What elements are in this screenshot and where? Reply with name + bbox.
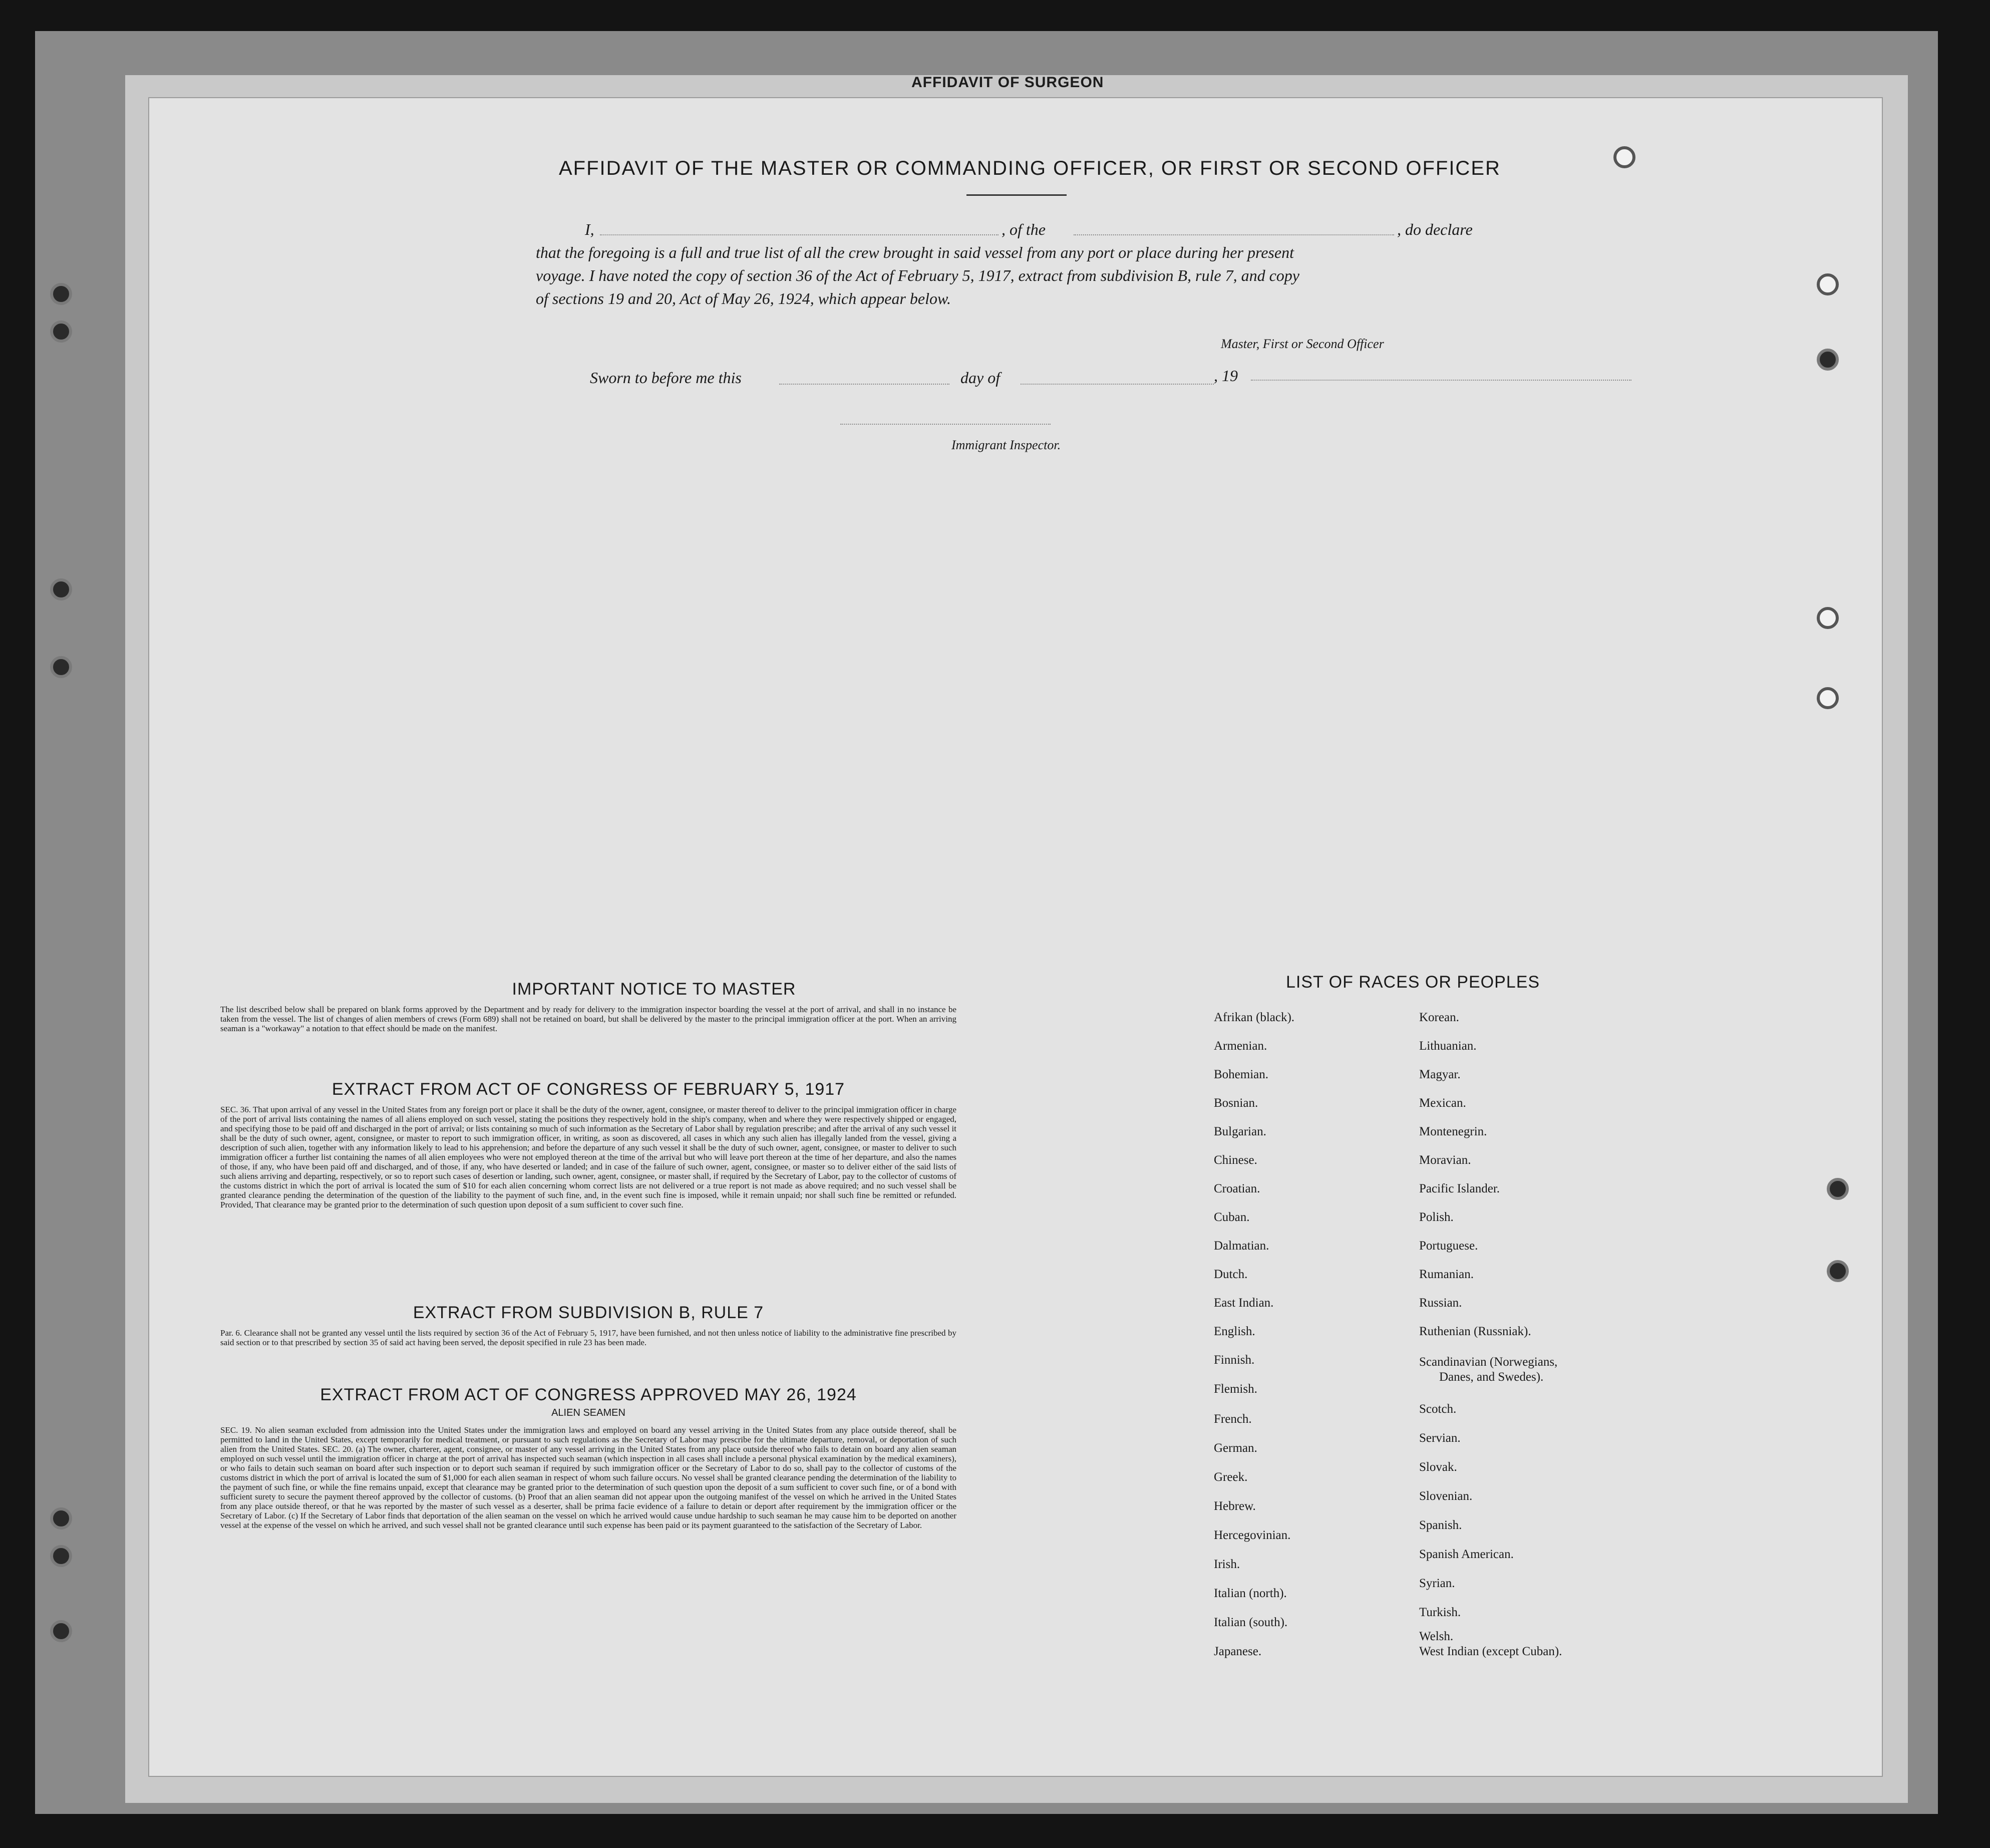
race-item: Polish. (1419, 1210, 1454, 1224)
punch-hole (1817, 273, 1839, 295)
races-title: LIST OF RACES OR PEOPLES (1286, 973, 1540, 992)
extract-1917-text: SEC. 36. That upon arrival of any vessel in the United States from any foreign port or place it shall be the duty of the owner, agent, consignee, or master thereof to deliver to the principal immigration officer in charge of the port of arrival lists containing the names of all aliens employed on such vessel, stating the positions they respectively hold in the ship's company, when and where they were respectively shipped or engaged, and specifying those to be paid off and discharged in the port of arrival; or lists containing so much of such information as the Secretary of Labor shall by regulation prescribe; and after the arrival of any such vessel it shall be the duty of such owner, agent, consignee, or master to report to such immigration officer, in writing, as soon as discovered, all cases in which any such alien has illegally landed from the vessel, giving a description of such alien, together with any information likely to lead to his apprehension; and before the departure of any such vessel it shall be the duty of such owner, agent, consignee, or master to deliver to such immigration officer a further list containing the names of all alien employees who were not employed thereon at the time of the arrival but who will leave port thereon at the time of her departure, and also the names of those, if any, who have been paid off and discharged, and of those, if any, who have deserted or landed; and in case of the failure of such owner, agent, consignee, or master so to deliver either of the said lists of such aliens arriving and departing, respectively, or so to report such cases of desertion or landing, such owner, agent, consignee, or master shall, if required by the Secretary of Labor, pay to the collector of customs of the customs district in which the port of arrival is located the sum of $10 for each alien concerning whom correct lists are not delivered or a true report is not made as above required; and no such vessel shall be granted clearance pending the determination of the question of the liability to the payment of such fine, and, in the event such fine is imposed, while it remain unpaid; nor shall such fine be remitted or refunded. Provided, That clearance may be granted prior to the determination of such question upon deposit of a sum sufficient to cover such fine. (220, 1105, 956, 1209)
race-item: Slovenian. (1419, 1489, 1473, 1503)
signature-label: Master, First or Second Officer (1221, 337, 1384, 351)
notice-text: The list described below shall be prepared on blank forms approved by the Department and by ready for delivery to the immigration inspector boarding the vessel at the port of arrival, and shall in no instance be taken from the vessel. The list of changes of alien members of crews (Form 689) shall not be retained on board, but shall be delivered by the master to the principal immigration officer at the port. When an arriving seaman is a "workaway" a notation to that effect should be made on the manifest. (220, 1005, 956, 1033)
race-item: Russian. (1419, 1296, 1462, 1310)
signature-blank[interactable] (1251, 380, 1631, 381)
binder-hole (50, 656, 72, 678)
race-item: Mexican. (1419, 1096, 1466, 1110)
race-item: Japanese. (1214, 1645, 1262, 1658)
inspector-blank[interactable] (840, 424, 1051, 425)
declaration-line-3: voyage. I have noted the copy of section 36 of the Act of February 5, 1917, extract from subdivision B, rule 7, and copy (536, 266, 1299, 284)
race-item: Bohemian. (1214, 1068, 1269, 1081)
race-item: Flemish. (1214, 1382, 1257, 1396)
race-item: Servian. (1419, 1431, 1461, 1445)
race-item: Korean. (1419, 1011, 1459, 1024)
race-item: West Indian (except Cuban). (1419, 1645, 1562, 1658)
rule7-text: Par. 6. Clearance shall not be granted any vessel until the lists required by section 36 of the Act of February 5, 1917, have been furnished, and not then unless notice of liability to the administrative fine prescribed by said section or to that prescribed by section 35 of said act having been served, the deposit specified in rule 23 has been made. (220, 1328, 956, 1347)
race-item: Hercegovinian. (1214, 1528, 1291, 1542)
race-item: Syrian. (1419, 1577, 1455, 1590)
race-item: Danes, and Swedes). (1439, 1370, 1544, 1384)
year-text: , 19 (1214, 367, 1238, 385)
vessel-blank[interactable] (1074, 234, 1394, 235)
extract-1924-title: EXTRACT FROM ACT OF CONGRESS APPROVED MAY 26, 1924 (320, 1385, 857, 1404)
sworn-text: Sworn to before me this (590, 369, 742, 387)
punch-hole (1613, 146, 1635, 168)
race-item: Ruthenian (Russniak). (1419, 1325, 1531, 1338)
races-right-column (1419, 1011, 1700, 1777)
race-item: Cuban. (1214, 1210, 1250, 1224)
back-sheet-heading: AFFIDAVIT OF SURGEON (911, 74, 1104, 91)
affidavit-title: AFFIDAVIT OF THE MASTER OR COMMANDING OFFICER, OR FIRST OR SECOND OFFICER (559, 157, 1501, 179)
binder-hole (50, 283, 72, 305)
title-underline (966, 194, 1067, 196)
punch-hole (1817, 607, 1839, 629)
inspector-label: Immigrant Inspector. (951, 438, 1061, 452)
race-item: Croatian. (1214, 1182, 1260, 1195)
punch-hole (1817, 349, 1839, 371)
extract-1924-text: SEC. 19. No alien seaman excluded from admission into the United States under the immigration laws and employed on board any vessel arriving in the United States from any place outside thereof, shall be permitted to land in the United States, except temporarily for medical treatment, or pursuant to such regulations as the Secretary of Labor may prescribe for the ultimate departure, removal, or deportation of such alien from the United States. SEC. 20. (a) The owner, charterer, agent, consignee, or master of any vessel arriving in the United States from any place outside thereof who fails to detain on board any alien seaman employed on such vessel until the immigration officer in charge at the port of arrival has inspected such seaman (which inspection in all cases shall include a personal physical examination by the medical examiners), or who fails to detain such seaman on board after such inspection or to deport such seaman if required by such immigration officer or the Secretary of Labor to do so, shall pay to the collector of customs of the customs district in which the port of arrival is located the sum of $1,000 for each alien seaman in respect of whom such failure occurs. No vessel shall be granted clearance pending the determination of the liability to the payment of such fine, or while the fine remains unpaid, except that clearance may be granted prior to the determination of such question upon the deposit of a sum sufficient to cover such fine, or of a bond with sufficient surety to secure the payment thereof approved by the collector of customs. (b) Proof that an alien seaman did not appear upon the outgoing manifest of the vessel on which he arrived in the United States from any place outside thereof, or that he was reported by the master of such vessel as a deserter, shall be prima facie evidence of a failure to detain or deport after requirement by the immigration officer or the Secretary of Labor. (c) If the Secretary of Labor finds that deportation of the alien seaman on the vessel on which he arrived would cause undue hardship to such seaman he may cause him to be deported on another vessel at the expense of the vessel on which he arrived, and such vessel shall not be granted clearance until such expense has been paid or its payment guaranteed to the satisfaction of the Secretary of Labor. (220, 1425, 956, 1530)
race-item: Bosnian. (1214, 1096, 1258, 1110)
race-item: Italian (south). (1214, 1616, 1288, 1629)
punch-hole (1817, 687, 1839, 709)
day-of-text: day of (960, 369, 1001, 387)
binder-hole (50, 321, 72, 343)
races-left-column (1214, 1011, 1424, 1777)
binder-hole (50, 1620, 72, 1642)
race-item: Moravian. (1419, 1153, 1471, 1167)
race-item: Spanish. (1419, 1518, 1462, 1532)
name-blank[interactable] (600, 234, 999, 235)
affidavit-page (149, 98, 1882, 1776)
race-item: Italian (north). (1214, 1587, 1287, 1600)
declaration-i: I, (585, 220, 594, 238)
race-item: Montenegrin. (1419, 1125, 1487, 1138)
declaration-of-the: , of the (1002, 220, 1046, 238)
binder-hole (50, 1545, 72, 1567)
race-item: Welsh. (1419, 1630, 1454, 1643)
declaration-line-2: that the foregoing is a full and true list of all the crew brought in said vessel from any port or place during her present (536, 243, 1294, 261)
race-item: Scandinavian (Norwegians, (1419, 1355, 1558, 1369)
race-item: Dalmatian. (1214, 1239, 1269, 1253)
binder-hole (50, 1507, 72, 1529)
race-item: Pacific Islander. (1419, 1182, 1500, 1195)
race-item: Armenian. (1214, 1039, 1267, 1053)
race-item: Hebrew. (1214, 1499, 1256, 1513)
race-item: Rumanian. (1419, 1268, 1474, 1281)
day-blank[interactable] (779, 384, 949, 385)
race-item: Dutch. (1214, 1268, 1248, 1281)
race-item: Turkish. (1419, 1606, 1461, 1619)
race-item: Scotch. (1419, 1402, 1457, 1416)
declaration-declare: , do declare (1397, 220, 1473, 238)
race-item: German. (1214, 1441, 1257, 1455)
notice-title: IMPORTANT NOTICE TO MASTER (512, 980, 796, 999)
race-item: Greek. (1214, 1470, 1248, 1484)
race-item: Chinese. (1214, 1153, 1257, 1167)
extract-1924-subtitle: ALIEN SEAMEN (551, 1407, 625, 1418)
race-item: Slovak. (1419, 1460, 1457, 1474)
race-item: East Indian. (1214, 1296, 1274, 1310)
race-item: Spanish American. (1419, 1548, 1514, 1561)
race-item: Afrikan (black). (1214, 1011, 1295, 1024)
race-item: Lithuanian. (1419, 1039, 1477, 1053)
race-item: Bulgarian. (1214, 1125, 1266, 1138)
punch-hole (1827, 1260, 1849, 1282)
race-item: Portuguese. (1419, 1239, 1478, 1253)
race-item: Magyar. (1419, 1068, 1461, 1081)
rule7-title: EXTRACT FROM SUBDIVISION B, RULE 7 (413, 1303, 764, 1322)
race-item: English. (1214, 1325, 1255, 1338)
month-blank[interactable] (1021, 384, 1214, 385)
extract-1917-title: EXTRACT FROM ACT OF CONGRESS OF FEBRUARY 5, 1917 (331, 1080, 845, 1099)
race-item: Irish. (1214, 1558, 1240, 1571)
binder-hole (50, 578, 72, 600)
race-item: French. (1214, 1412, 1252, 1426)
punch-hole (1827, 1178, 1849, 1200)
race-item: Finnish. (1214, 1353, 1255, 1367)
declaration-line-4: of sections 19 and 20, Act of May 26, 1924, which appear below. (536, 289, 951, 307)
